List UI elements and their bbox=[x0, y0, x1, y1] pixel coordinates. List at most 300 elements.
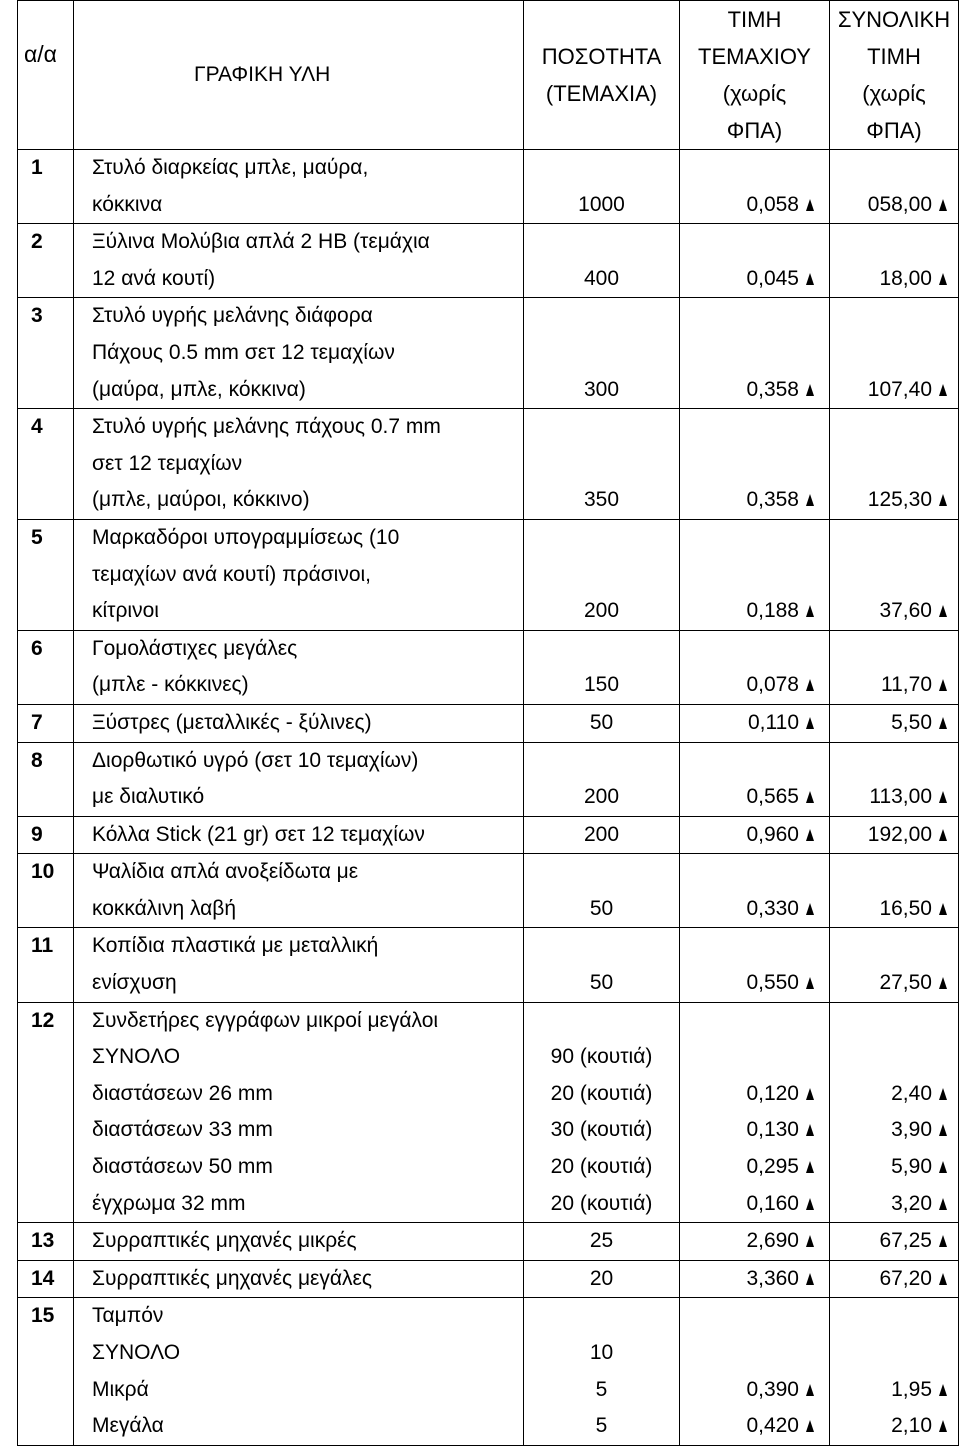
total-price bbox=[830, 630, 959, 704]
total-price-value: 5,50 bbox=[891, 710, 932, 734]
item-description-line: Διορθωτικό υγρό (σετ 10 τεμαχίων) bbox=[92, 748, 419, 772]
item-description-line: ΣΥΝΟΛΟ bbox=[92, 1341, 181, 1364]
unit-price-line bbox=[680, 372, 815, 409]
euro-icon bbox=[938, 1223, 948, 1260]
row-number bbox=[18, 704, 74, 742]
header-total-price-line: ΤΙΜΗ bbox=[867, 44, 921, 69]
total-price-line bbox=[830, 1039, 948, 1076]
item-description-line: Κόλλα Stick (21 gr) σετ 12 τεμαχίων bbox=[92, 822, 425, 846]
item-description-line: Ξύλινα Μολύβια απλά 2 HB (τεμάχια bbox=[92, 230, 430, 254]
quantity-value: 20 (κουτιά) bbox=[550, 1081, 653, 1105]
header-unit-price-line: (χωρίς bbox=[722, 81, 787, 106]
quantity-line bbox=[524, 1335, 679, 1372]
row-number-text: 1 bbox=[31, 156, 43, 179]
euro-icon bbox=[805, 705, 815, 742]
row-number-text: 4 bbox=[31, 415, 43, 439]
quantity-line bbox=[524, 1186, 679, 1223]
quantity-value: 1000 bbox=[578, 192, 625, 216]
total-price-line bbox=[830, 1149, 948, 1186]
total-price-value: 1,95 bbox=[891, 1377, 932, 1401]
table-row bbox=[18, 1298, 959, 1445]
item-description-line: κίτρινοι bbox=[92, 599, 159, 623]
unit-price-line bbox=[680, 1261, 815, 1298]
row-number bbox=[18, 409, 74, 520]
unit-price-line bbox=[680, 187, 815, 224]
euro-icon bbox=[938, 1112, 948, 1149]
item-description-line: (μαύρα, μπλε, κόκκινα) bbox=[92, 377, 306, 401]
quantity-value: 50 bbox=[589, 710, 614, 734]
item-description-line: Ταμπόν bbox=[92, 1304, 164, 1328]
unit-price-value: 0,295 bbox=[746, 1155, 799, 1179]
total-price-line bbox=[830, 1298, 948, 1335]
total-price bbox=[830, 224, 959, 298]
quantity-value: 200 bbox=[583, 822, 620, 846]
item-description-line: διαστάσεων 33 mm bbox=[92, 1118, 273, 1142]
row-number bbox=[18, 150, 74, 224]
quantity-line bbox=[524, 1372, 679, 1409]
unit-price-line bbox=[680, 1039, 815, 1076]
total-price-value: 5,90 bbox=[891, 1155, 932, 1179]
unit-price-line bbox=[680, 667, 815, 704]
quantity-line bbox=[524, 705, 679, 742]
quantity-value: 150 bbox=[583, 673, 620, 697]
quantity bbox=[524, 704, 680, 742]
unit-price-value: 0,565 bbox=[746, 785, 799, 809]
quantity-value: 20 (κουτιά) bbox=[550, 1191, 653, 1215]
quantity bbox=[524, 816, 680, 854]
euro-icon bbox=[938, 965, 948, 1002]
total-price-value: 67,20 bbox=[879, 1266, 932, 1290]
table-row bbox=[18, 409, 959, 520]
item-description-line: Στυλό διαρκείας μπλε, μαύρα, bbox=[92, 156, 369, 179]
header-total-price bbox=[830, 1, 959, 150]
item-description bbox=[74, 928, 524, 1002]
table-row bbox=[18, 1223, 959, 1261]
euro-icon bbox=[805, 372, 815, 409]
total-price-line bbox=[830, 1112, 948, 1149]
row-number bbox=[18, 1223, 74, 1261]
total-price bbox=[830, 409, 959, 520]
quantity bbox=[524, 409, 680, 520]
item-description-line: Συρραπτικές μηχανές μικρές bbox=[92, 1229, 357, 1253]
quantity-value: 5 bbox=[595, 1414, 608, 1438]
quantity-line bbox=[524, 1039, 679, 1076]
euro-icon bbox=[805, 261, 815, 298]
total-price-value: 67,25 bbox=[879, 1229, 932, 1253]
row-number-text: 6 bbox=[31, 636, 43, 660]
unit-price-value: 0,390 bbox=[746, 1377, 799, 1401]
total-price bbox=[830, 928, 959, 1002]
table-row bbox=[18, 742, 959, 816]
header-qty-line: ΠΟΣΟΤΗΤΑ bbox=[541, 44, 662, 69]
unit-price bbox=[680, 150, 830, 224]
euro-icon bbox=[938, 261, 948, 298]
row-number-text: 12 bbox=[31, 1008, 55, 1032]
total-price-value: 113,00 bbox=[869, 785, 932, 809]
quantity-line bbox=[524, 372, 679, 409]
quantity-value: 350 bbox=[583, 488, 620, 512]
unit-price-value: 3,360 bbox=[746, 1266, 799, 1290]
unit-price-line bbox=[680, 1335, 815, 1372]
unit-price-value: 0,960 bbox=[746, 822, 799, 846]
quantity-line bbox=[524, 1261, 679, 1298]
total-price-value: 2,10 bbox=[891, 1414, 932, 1438]
unit-price bbox=[680, 1298, 830, 1445]
item-description-line: (μπλε - κόκκινες) bbox=[92, 673, 249, 697]
unit-price bbox=[680, 742, 830, 816]
quantity-line bbox=[524, 1298, 679, 1335]
unit-price-value: 0,420 bbox=[746, 1414, 799, 1438]
quantity bbox=[524, 1260, 680, 1298]
unit-price-line bbox=[680, 1372, 815, 1409]
total-price bbox=[830, 816, 959, 854]
item-description bbox=[74, 519, 524, 630]
table-row bbox=[18, 1260, 959, 1298]
unit-price-value: 0,058 bbox=[746, 192, 799, 216]
header-unit-price-line: ΤΕΜΑΧΙΟΥ bbox=[698, 44, 811, 69]
unit-price-value: 0,358 bbox=[746, 488, 799, 512]
row-number-text: 7 bbox=[31, 710, 43, 734]
table-row bbox=[18, 928, 959, 1002]
item-description-line: Μεγάλα bbox=[92, 1414, 164, 1438]
total-price-line bbox=[830, 593, 948, 630]
unit-price bbox=[680, 1260, 830, 1298]
item-description bbox=[74, 1002, 524, 1223]
table-row bbox=[18, 298, 959, 409]
euro-icon bbox=[938, 482, 948, 519]
total-price bbox=[830, 1223, 959, 1261]
quantity-line bbox=[524, 667, 679, 704]
total-price-line bbox=[830, 1003, 948, 1040]
euro-icon bbox=[938, 1149, 948, 1186]
header-total-price-line: ΦΠΑ) bbox=[866, 118, 922, 143]
item-description-line: κοκκάλινη λαβή bbox=[92, 896, 237, 920]
row-number-text: 8 bbox=[31, 748, 43, 772]
total-price-value: 192,00 bbox=[867, 822, 932, 846]
item-description-line: Στυλό υγρής μελάνης πάχους 0.7 mm bbox=[92, 415, 441, 439]
unit-price-value: 0,160 bbox=[746, 1191, 799, 1215]
table-body bbox=[18, 150, 959, 1446]
total-price bbox=[830, 150, 959, 224]
unit-price-value: 0,130 bbox=[746, 1118, 799, 1142]
euro-icon bbox=[938, 667, 948, 704]
item-description bbox=[74, 816, 524, 854]
quantity-value: 400 bbox=[583, 266, 620, 290]
unit-price-value: 0,188 bbox=[746, 599, 799, 623]
unit-price-value: 2,690 bbox=[746, 1229, 799, 1253]
row-number-text: 13 bbox=[31, 1229, 55, 1253]
total-price-value: 3,20 bbox=[891, 1191, 932, 1215]
unit-price-line bbox=[680, 1149, 815, 1186]
item-description-line: Πάχους 0.5 mm σετ 12 τεμαχίων bbox=[92, 340, 395, 364]
unit-price-line bbox=[680, 593, 815, 630]
table-row bbox=[18, 854, 959, 928]
header-aa: α/α bbox=[18, 1, 74, 150]
row-number-text: 10 bbox=[31, 860, 55, 884]
quantity bbox=[524, 630, 680, 704]
euro-icon bbox=[805, 1112, 815, 1149]
total-price-line bbox=[830, 891, 948, 928]
euro-icon bbox=[938, 1408, 948, 1445]
row-number bbox=[18, 742, 74, 816]
unit-price-line bbox=[680, 1223, 815, 1260]
total-price-value: 16,50 bbox=[879, 896, 932, 920]
item-description bbox=[74, 742, 524, 816]
euro-icon bbox=[805, 1223, 815, 1260]
item-description-line: διαστάσεων 26 mm bbox=[92, 1081, 273, 1105]
quantity-line bbox=[524, 1149, 679, 1186]
quantity-line bbox=[524, 965, 679, 1002]
total-price-line bbox=[830, 1186, 948, 1223]
table-row bbox=[18, 816, 959, 854]
quantity bbox=[524, 1223, 680, 1261]
unit-price-line bbox=[680, 817, 815, 854]
row-number-text: 9 bbox=[31, 822, 43, 846]
euro-icon bbox=[805, 667, 815, 704]
total-price-value: 107,40 bbox=[867, 377, 932, 401]
euro-icon bbox=[805, 482, 815, 519]
unit-price bbox=[680, 816, 830, 854]
unit-price-line bbox=[680, 482, 815, 519]
unit-price-value: 0,078 bbox=[746, 673, 799, 697]
total-price-line bbox=[830, 372, 948, 409]
euro-icon bbox=[938, 817, 948, 854]
table-row bbox=[18, 630, 959, 704]
unit-price bbox=[680, 704, 830, 742]
row-number-text: 3 bbox=[31, 304, 43, 328]
total-price-line bbox=[830, 187, 948, 224]
quantity-line bbox=[524, 261, 679, 298]
row-number-text: 2 bbox=[31, 230, 43, 254]
total-price-line bbox=[830, 965, 948, 1002]
item-description-line: Στυλό υγρής μελάνης διάφορα bbox=[92, 304, 373, 328]
euro-icon bbox=[938, 187, 948, 224]
item-description-line: 12 ανά κουτί) bbox=[92, 266, 216, 290]
total-price-line bbox=[830, 1372, 948, 1409]
quantity-value: 50 bbox=[589, 896, 614, 920]
item-description bbox=[74, 409, 524, 520]
item-description-line: (μπλε, μαύροι, κόκκινο) bbox=[92, 488, 310, 512]
quantity-line bbox=[524, 1408, 679, 1445]
quantity-value: 5 bbox=[595, 1377, 608, 1401]
unit-price bbox=[680, 1223, 830, 1261]
item-description bbox=[74, 1298, 524, 1445]
row-number bbox=[18, 298, 74, 409]
quantity bbox=[524, 519, 680, 630]
total-price bbox=[830, 298, 959, 409]
item-description-line: Γομολάστιχες μεγάλες bbox=[92, 636, 298, 660]
header-qty bbox=[524, 1, 680, 150]
item-description-line: Μαρκαδόροι υπογραμμίσεως (10 bbox=[92, 525, 400, 549]
euro-icon bbox=[938, 891, 948, 928]
quantity-line bbox=[524, 482, 679, 519]
item-description-line: διαστάσεων 50 mm bbox=[92, 1155, 273, 1179]
unit-price-value: 0,330 bbox=[746, 896, 799, 920]
unit-price-line bbox=[680, 1298, 815, 1335]
total-price-line bbox=[830, 779, 948, 816]
unit-price bbox=[680, 928, 830, 1002]
euro-icon bbox=[805, 817, 815, 854]
row-number-text: 5 bbox=[31, 525, 43, 549]
unit-price-line bbox=[680, 1112, 815, 1149]
total-price bbox=[830, 704, 959, 742]
item-description-line: Συρραπτικές μηχανές μεγάλες bbox=[92, 1266, 373, 1290]
unit-price bbox=[680, 630, 830, 704]
euro-icon bbox=[805, 965, 815, 1002]
quantity-line bbox=[524, 1223, 679, 1260]
item-description-line: Μικρά bbox=[92, 1377, 149, 1401]
item-description-line: ενίσχυση bbox=[92, 971, 177, 995]
total-price-value: 18,00 bbox=[879, 266, 932, 290]
quantity bbox=[524, 928, 680, 1002]
item-description-line: με διαλυτικό bbox=[92, 785, 205, 809]
total-price-line bbox=[830, 1261, 948, 1298]
header-unit-price bbox=[680, 1, 830, 150]
total-price bbox=[830, 854, 959, 928]
total-price bbox=[830, 1260, 959, 1298]
item-description-line: Συνδετήρες εγγράφων μικροί μεγάλοι bbox=[92, 1008, 439, 1032]
total-price bbox=[830, 519, 959, 630]
euro-icon bbox=[938, 593, 948, 630]
quantity bbox=[524, 1002, 680, 1223]
euro-icon bbox=[938, 1372, 948, 1409]
table-row bbox=[18, 519, 959, 630]
item-description-line: έγχρωμα 32 mm bbox=[92, 1191, 246, 1215]
total-price-line bbox=[830, 1076, 948, 1113]
row-number bbox=[18, 224, 74, 298]
euro-icon bbox=[938, 1076, 948, 1113]
total-price-line bbox=[830, 667, 948, 704]
item-description-line: Κοπίδια πλαστικά με μεταλλική bbox=[92, 934, 379, 958]
row-number bbox=[18, 1298, 74, 1445]
row-number-text: 14 bbox=[31, 1266, 55, 1290]
total-price-value: 27,50 bbox=[879, 971, 932, 995]
unit-price-value: 0,045 bbox=[746, 266, 799, 290]
quantity-line bbox=[524, 817, 679, 854]
total-price-value: 058,00 bbox=[867, 192, 932, 216]
header-item: ΓΡΑΦΙΚΗ ΥΛΗ bbox=[74, 1, 524, 150]
unit-price-value: 0,110 bbox=[748, 710, 799, 734]
total-price-line bbox=[830, 261, 948, 298]
euro-icon bbox=[805, 1408, 815, 1445]
item-description-line: κόκκινα bbox=[92, 192, 163, 216]
total-price bbox=[830, 742, 959, 816]
row-number-text: 11 bbox=[31, 934, 54, 958]
row-number bbox=[18, 630, 74, 704]
euro-icon bbox=[938, 779, 948, 816]
quantity-line bbox=[524, 1076, 679, 1113]
quantity-value: 30 (κουτιά) bbox=[550, 1118, 653, 1142]
row-number bbox=[18, 816, 74, 854]
euro-icon bbox=[805, 593, 815, 630]
euro-icon bbox=[938, 1186, 948, 1223]
item-description bbox=[74, 150, 524, 224]
unit-price-value: 0,358 bbox=[746, 377, 799, 401]
quantity-value: 50 bbox=[589, 971, 614, 995]
quantity-value: 20 (κουτιά) bbox=[550, 1155, 653, 1179]
item-description bbox=[74, 1223, 524, 1261]
table-row bbox=[18, 224, 959, 298]
total-price-line bbox=[830, 817, 948, 854]
quantity-value: 90 (κουτιά) bbox=[550, 1045, 653, 1069]
quantity bbox=[524, 742, 680, 816]
price-table bbox=[17, 0, 959, 1446]
quantity bbox=[524, 150, 680, 224]
item-description-line: Ξύστρες (μεταλλικές - ξύλινες) bbox=[92, 710, 372, 734]
quantity-value: 300 bbox=[583, 377, 620, 401]
quantity-line bbox=[524, 187, 679, 224]
unit-price bbox=[680, 409, 830, 520]
header-unit-price-line: ΤΙΜΗ bbox=[727, 7, 782, 32]
header-qty-line: (ΤΕΜΑΧΙΑ) bbox=[545, 81, 658, 106]
unit-price bbox=[680, 298, 830, 409]
row-number bbox=[18, 519, 74, 630]
euro-icon bbox=[805, 1149, 815, 1186]
item-description bbox=[74, 704, 524, 742]
row-number bbox=[18, 1260, 74, 1298]
euro-icon bbox=[805, 891, 815, 928]
header-total-price-line: ΣΥΝΟΛΙΚΗ bbox=[837, 7, 951, 32]
euro-icon bbox=[805, 779, 815, 816]
table-row bbox=[18, 150, 959, 224]
total-price-line bbox=[830, 1223, 948, 1260]
unit-price-line bbox=[680, 261, 815, 298]
total-price-value: 37,60 bbox=[879, 599, 932, 623]
unit-price-line bbox=[680, 1076, 815, 1113]
table-row bbox=[18, 704, 959, 742]
unit-price-line bbox=[680, 1408, 815, 1445]
euro-icon bbox=[938, 705, 948, 742]
quantity-line bbox=[524, 1112, 679, 1149]
quantity-line bbox=[524, 891, 679, 928]
quantity-value: 25 bbox=[589, 1229, 614, 1253]
euro-icon bbox=[938, 372, 948, 409]
total-price-line bbox=[830, 1335, 948, 1372]
quantity bbox=[524, 854, 680, 928]
quantity bbox=[524, 1298, 680, 1445]
table-row bbox=[18, 1002, 959, 1223]
total-price bbox=[830, 1002, 959, 1223]
unit-price-line bbox=[680, 965, 815, 1002]
euro-icon bbox=[805, 1372, 815, 1409]
row-number bbox=[18, 1002, 74, 1223]
item-description bbox=[74, 1260, 524, 1298]
total-price-line bbox=[830, 1408, 948, 1445]
header-unit-price-line: ΦΠΑ) bbox=[726, 118, 783, 143]
euro-icon bbox=[938, 1261, 948, 1298]
quantity bbox=[524, 298, 680, 409]
unit-price bbox=[680, 224, 830, 298]
euro-icon bbox=[805, 1076, 815, 1113]
quantity-value: 20 bbox=[589, 1266, 614, 1290]
unit-price-line bbox=[680, 891, 815, 928]
item-description-line: ΣΥΝΟΛΟ bbox=[92, 1045, 181, 1069]
euro-icon bbox=[805, 187, 815, 224]
quantity-value: 10 bbox=[589, 1341, 614, 1364]
unit-price-value: 0,550 bbox=[746, 971, 799, 995]
item-description-line: σετ 12 τεμαχίων bbox=[92, 451, 243, 475]
item-description bbox=[74, 298, 524, 409]
total-price-value: 125,30 bbox=[867, 488, 932, 512]
unit-price-line bbox=[680, 779, 815, 816]
euro-icon bbox=[805, 1186, 815, 1223]
row-number bbox=[18, 928, 74, 1002]
quantity-line bbox=[524, 593, 679, 630]
total-price-line bbox=[830, 705, 948, 742]
euro-icon bbox=[805, 1261, 815, 1298]
header-total-price-line: (χωρίς bbox=[862, 81, 926, 106]
quantity bbox=[524, 224, 680, 298]
